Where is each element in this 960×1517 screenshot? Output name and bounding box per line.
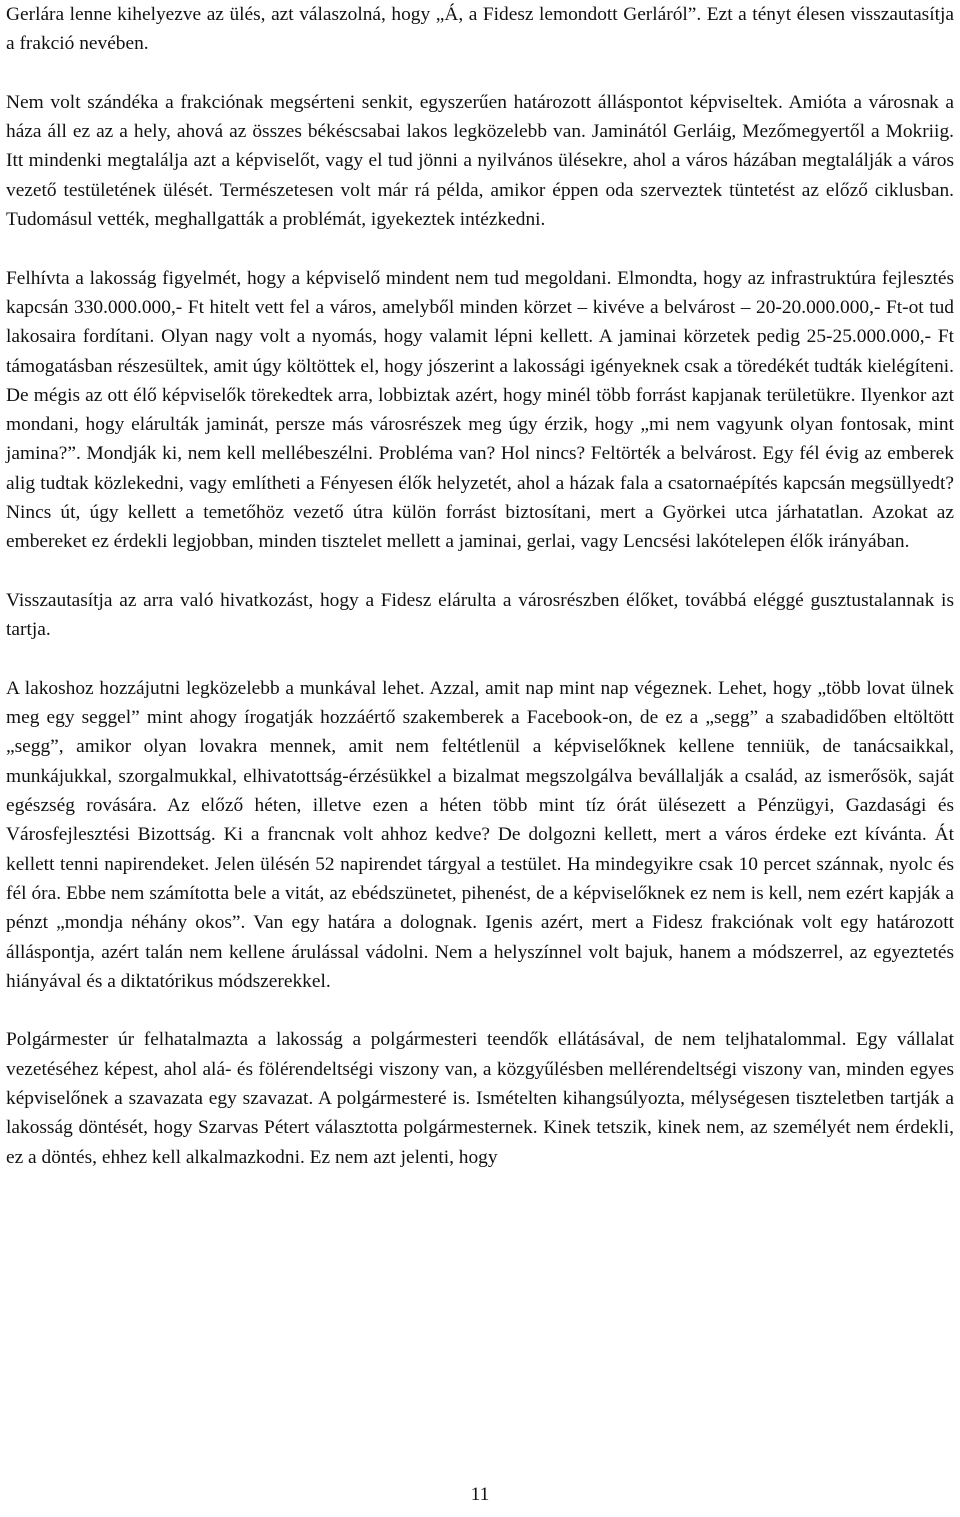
paragraph-3: Felhívta a lakosság figyelmét, hogy a képviselő mindent nem tud megoldani. Elmondta, hogy az infrastruktúra fejlesztés kapcsán 330.000.000,- Ft hitelt vett fel a város, amelyből minden körzet – kivéve a belvárost – 20-20.000.000,- Ft-ot tud lakosaira fordítani. Olyan nagy volt a nyomás, hogy valamit lépni kellett. A jaminai körzetek pedig 25-25.000.000,- Ft támogatásban részesültek, amit úgy költöttek el, hogy jószerint a lakossági igényeknek csak a töredékét tudták kielégíteni. De mégis az ott élő képviselők törekedtek arra, lobbiztak azért, hogy minél több forrást kapjanak területükre. Ilyenkor azt mondani, hogy elárulták jaminát, persze más városrészek meg úgy érzik, hogy „mi nem vagyunk olyan fontosak, mint jamina?”. Mondják ki, nem kell mellébeszélni. Probléma van? Hol nincs? Feltörték a belvárost. Egy fél évig az emberek alig tudtak közlekedni, vagy említheti a Fényesen élők helyzetét, ahol a házak fala a csatornaépítés kapcsán megsüllyedt? Nincs út, úgy kellett a temetőhöz vezető útra külön forrást biztosítani, mert a Györkei utca járhatatlan. Azokat az embereket ez érdekli legjobban, minden tisztelet mellett a jaminai, gerlai, vagy Lencsési lakótelepen élők irányában. [6,267,954,553]
page-number: 11 [470,1484,490,1505]
paragraph-5: A lakoshoz hozzájutni legközelebb a munkával lehet. Azzal, amit nap mint nap végeznek. Lehet, hogy „több lovat ülnek meg egy seggel” mint ahogy írogatják hozzáértő szakemberek a Facebook-on, de ez a „segg” a szabadidőben eltöltött „segg”, amikor olyan lovakra mennek, amit nem feltétlenül a képviselőknek kellene tenniük, de tanácsaikkal, munkájukkal, szorgalmukkal, elhivatottság-érzésükkel a bizalmat megszolgálva bevállalják a család, az ismerősök, saját egészség rovására. Az előző héten, illetve ezen a héten több mint tíz órát ülésezett a Pénzügyi, Gazdasági és Városfejlesztési Bizottság. Ki a francnak volt ahhoz kedve? De dolgozni kellett, mert a város érdeke ezt kívánta. Át kellett tenni napirendeket. Jelen ülésén 52 napirendet tárgyal a testület. Ha mindegyikre csak 10 percet szánnak, nyolc és fél óra. Ebbe nem számította bele a vitát, az ebédszünetet, pihenést, de a képviselőknek ez nem is kell, nem ezért kapják a pénzt „mondja néhány okos”. Van egy határa a dolognak. Igenis azért, mert a Fidesz frakciónak volt egy határozott álláspontja, azért talán nem kellene árulással vádolni. Nem a helyszínnel volt bajuk, hanem a módszerrel, az egyeztetés hiányával és a diktatórikus módszerekkel. [6,677,954,992]
paragraph-1: Gerlára lenne kihelyezve az ülés, azt válaszolná, hogy „Á, a Fidesz lemondott Gerláról”. Ezt a tényt élesen visszautasítja a frakció nevében. [6,4,954,55]
paragraph-2: Nem volt szándéka a frakciónak megsérteni senkit, egyszerűen határozott álláspontot képviseltek. Amióta a városnak a háza áll ez az a hely, ahová az összes békéscsabai lakos legközelebb van. Jaminától Gerláig, Mezőmegyertől a Mokriig. Itt mindenki megtalálja azt a képviselőt, vagy el tud jönni a nyilvános ülésekre, ahol a város házában megtalálják a város vezető testületének ülését. Természetesen volt már rá példa, amikor éppen oda szerveztek tüntetést az előző ciklusban. Tudomásul vették, meghallgatták a problémát, igyekeztek intézkedni. [6,91,954,231]
paragraph-4: Visszautasítja az arra való hivatkozást, hogy a Fidesz elárulta a városrészben élőket, továbbá eléggé gusztustalannak is tartja. [6,589,954,641]
paragraph-6: Polgármester úr felhatalmazta a lakosság a polgármesteri teendők ellátásával, de nem teljhatalommal. Egy vállalat vezetéséhez képest, ahol alá- és fölérendeltségi viszony van, a közgyűlésben mellérendeltségi viszony van, minden egyes képviselőnek a szavazata egy szavazat. A polgármesteré is. Ismételten kihangsúlyozta, mélységesen tiszteletben tartják a lakosság döntését, hogy Szarvas Pétert választotta polgármesternek. Kinek tetszik, kinek nem, az személyét nem érdekli, ez a döntés, ehhez kell alkalmazkodni. Ez nem azt jelenti, hogy [6,1029,954,1168]
document-body [6,0,954,1172]
